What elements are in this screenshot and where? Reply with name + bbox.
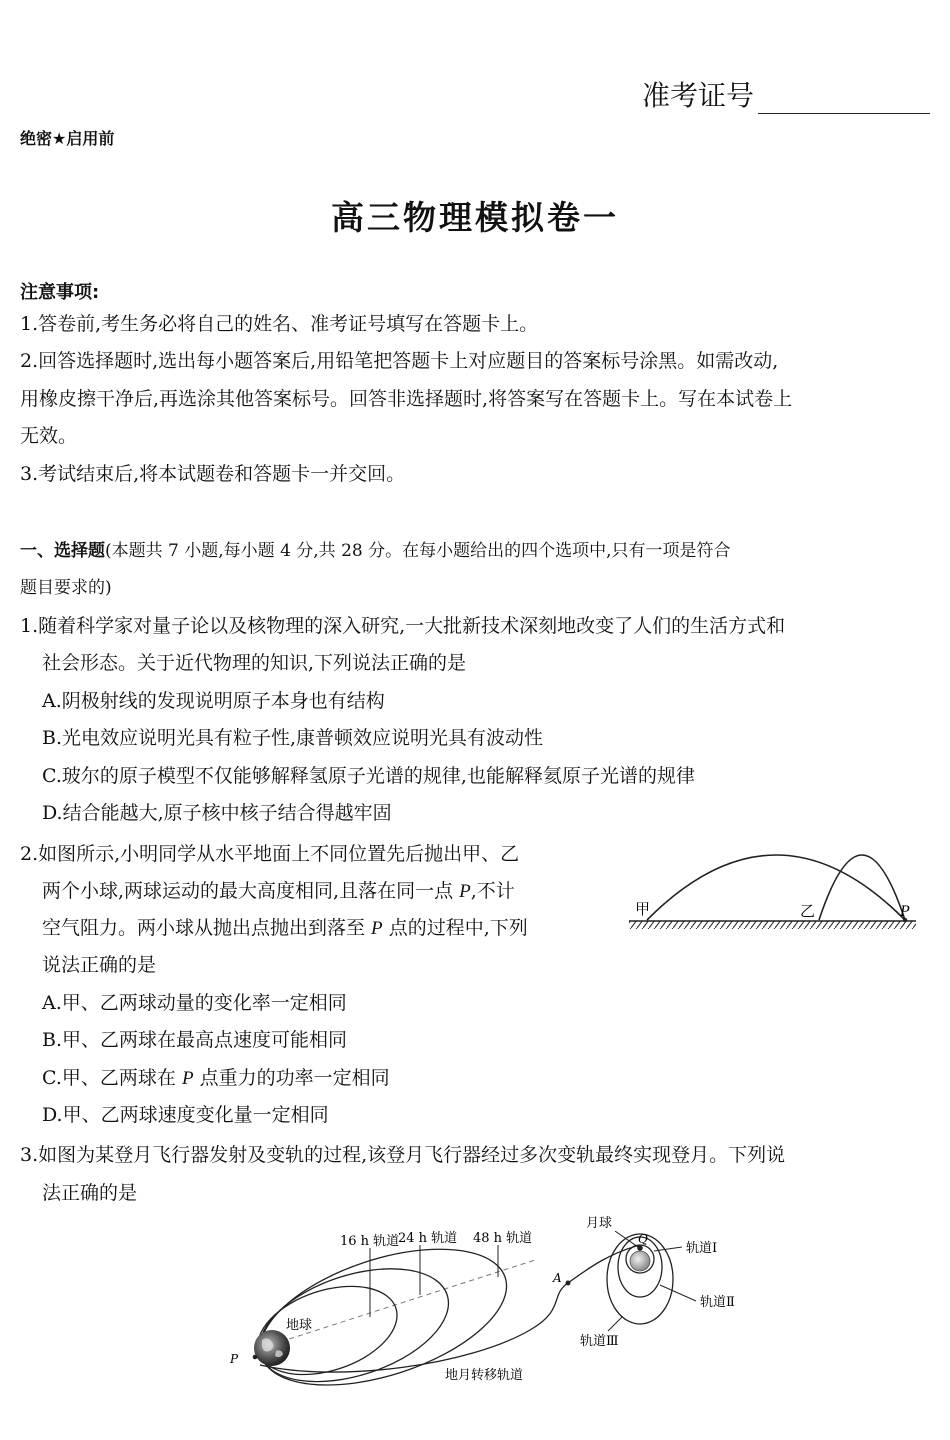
notes-item-3: 3.考试结束后,将本试题卷和答题卡一并交回。 (20, 463, 406, 485)
q2-stem-line-3-tail: 点的过程中,下列 (382, 917, 528, 939)
q1-stem-line-1: 1.随着科学家对量子论以及核物理的深入研究,一大批新技术深刻地改变了人们的生活方式和 (20, 615, 786, 637)
q2-stem-line-4: 说法正确的是 (42, 954, 157, 976)
leader-orbit-2 (660, 1285, 696, 1301)
yi-trajectory (819, 855, 905, 920)
q3-stem-line-1: 3.如图为某登月飞行器发射及变轨的过程,该登月飞行器经过多次变轨最终实现登月。下列说 (20, 1144, 786, 1166)
point-q (637, 1245, 643, 1251)
notes-heading: 注意事项: (20, 282, 100, 303)
q3-orbit-figure (220, 1205, 780, 1390)
q2-point-p: P (371, 918, 383, 939)
q2-option-a: A.甲、乙两球动量的变化率一定相同 (42, 992, 347, 1014)
q2-option-d: D.甲、乙两球速度变化量一定相同 (42, 1104, 329, 1126)
label-p: P (230, 1352, 239, 1366)
moon-icon (630, 1251, 650, 1271)
label-orbit-3: 轨道Ⅲ (580, 1334, 619, 1349)
q2-stem-line-2-tail: ,不计 (470, 880, 515, 902)
q2-stem-line-2-text: 两个小球,两球运动的最大高度相同,且落在同一点 (42, 880, 460, 902)
section-1-heading: 一、选择题 (20, 541, 105, 561)
label-jia: 甲 (635, 900, 651, 918)
label-earth: 地球 (286, 1318, 313, 1333)
exam-id-label: 准考证号 (641, 79, 754, 112)
q2-option-b: B.甲、乙两球在最高点速度可能相同 (42, 1029, 348, 1051)
exam-id-field (642, 74, 930, 114)
label-yi: 乙 (800, 902, 816, 920)
section-1-desc-line-2: 题目要求的) (20, 578, 112, 598)
q2-option-c-text: C.甲、乙两球在 (42, 1067, 182, 1089)
page-title: 高三物理模拟卷一 (331, 198, 619, 237)
q2-stem-line-2 (42, 873, 515, 910)
notes-item-2-line-2: 用橡皮擦干净后,再选涂其他答案标号。回答非选择题时,将答案写在答题卡上。写在本试卷上 (20, 388, 793, 410)
q1-stem-line-2: 社会形态。关于近代物理的知识,下列说法正确的是 (42, 652, 467, 674)
q1-option-c: C.玻尔的原子模型不仅能够解释氢原子光谱的规律,也能解释氦原子光谱的规律 (42, 765, 695, 787)
label-p: P (900, 904, 910, 920)
secret-label: 绝密★启用前 (20, 129, 115, 148)
q2-point-p: P (181, 1068, 194, 1089)
label-transfer-orbit: 地月转移轨道 (445, 1368, 524, 1383)
q1-option-d: D.结合能越大,原子核中核子结合得越牢固 (42, 802, 392, 824)
label-orbit-48h: 48 h 轨道 (473, 1231, 533, 1246)
transfer-orbit (260, 1245, 640, 1372)
notes-item-2-line-3: 无效。 (20, 425, 78, 447)
q2-projectile-figure (625, 840, 920, 940)
label-orbit-2: 轨道Ⅱ (700, 1295, 735, 1310)
exam-id-blank (758, 85, 930, 114)
jia-trajectory (647, 855, 905, 920)
section-1-header (20, 533, 731, 570)
ground-hatching (629, 921, 916, 929)
q2-option-c-tail: 点重力的功率一定相同 (193, 1067, 390, 1089)
label-moon: 月球 (586, 1216, 613, 1231)
leader-orbit-3 (608, 1317, 622, 1331)
q2-point-p: P (459, 881, 471, 902)
notes-item-2-line-1: 2.回答选择题时,选出每小题答案后,用铅笔把答题卡上对应题目的答案标号涂黑。如需改动, (20, 350, 779, 372)
label-orbit-1: 轨道Ⅰ (686, 1241, 718, 1256)
label-orbit-16h: 16 h 轨道 (340, 1234, 400, 1249)
label-q: Q (638, 1232, 648, 1246)
q3-stem-line-2: 法正确的是 (42, 1182, 138, 1204)
point-p (253, 1355, 258, 1360)
q2-stem-line-3 (42, 910, 528, 947)
notes-item-1: 1.答卷前,考生务必将自己的姓名、准考证号填写在答题卡上。 (20, 313, 539, 335)
label-a: A (553, 1271, 562, 1285)
q1-option-a: A.阴极射线的发现说明原子本身也有结构 (42, 690, 385, 712)
q1-option-b: B.光电效应说明光具有粒子性,康普顿效应说明光具有波动性 (42, 727, 544, 749)
q2-stem-line-3-text: 空气阻力。两小球从抛出点抛出到落至 (42, 917, 372, 939)
label-orbit-24h: 24 h 轨道 (398, 1231, 458, 1246)
point-a (566, 1281, 571, 1286)
q2-stem-line-1: 2.如图所示,小明同学从水平地面上不同位置先后抛出甲、乙 (20, 843, 520, 865)
q2-option-c (42, 1060, 390, 1097)
section-1-desc-line-1: (本题共 7 小题,每小题 4 分,共 28 分。在每小题给出的四个选项中,只有一项是符合 (105, 541, 731, 561)
